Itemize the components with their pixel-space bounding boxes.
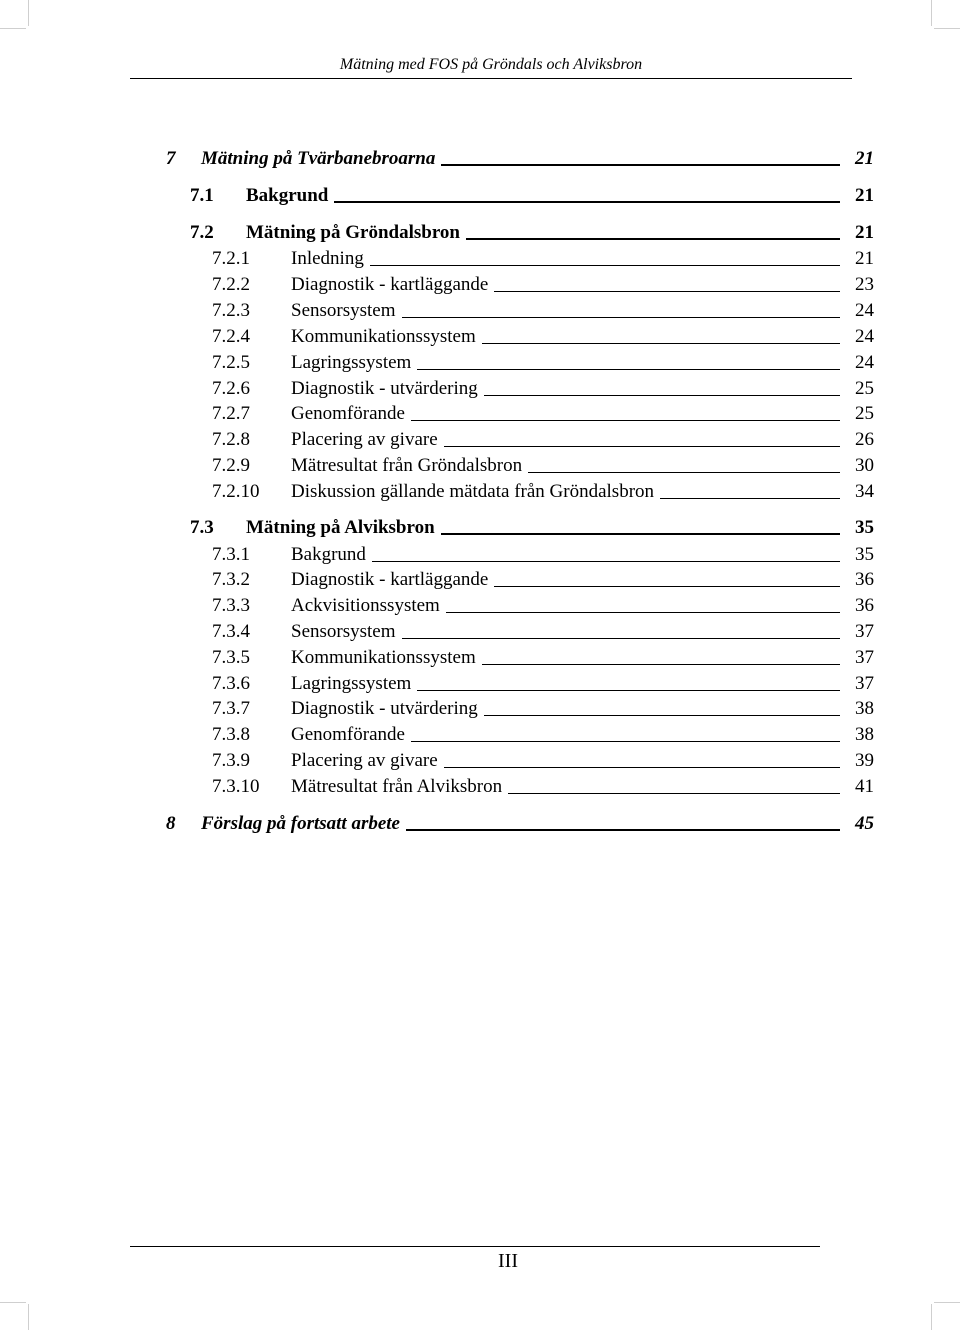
toc-leader-line — [334, 201, 840, 203]
toc-entry-title: Diagnostik - utvärdering — [291, 378, 478, 399]
toc-entry-title: Diskussion gällande mätdata från Gröndalsbron — [291, 481, 655, 502]
toc-entry[interactable] — [212, 326, 874, 348]
toc-entry-number: 7.2.10 — [212, 481, 260, 502]
toc-entry[interactable] — [212, 378, 874, 400]
toc-entry[interactable] — [212, 724, 874, 746]
toc-entry-number: 7.2.2 — [212, 274, 250, 295]
toc-entry-number: 7.2.6 — [212, 378, 250, 399]
toc-entry[interactable] — [212, 595, 874, 617]
toc-entry[interactable] — [166, 813, 874, 835]
toc-entry[interactable] — [212, 544, 874, 566]
toc-entry[interactable] — [212, 429, 874, 451]
toc-entry-page: 39 — [855, 750, 874, 771]
toc-entry-title: Kommunikationssystem — [291, 326, 476, 347]
toc-leader-line — [444, 767, 840, 768]
toc-entry-number: 7.3 — [190, 517, 214, 538]
toc-entry[interactable] — [212, 274, 874, 296]
toc-leader-line — [660, 498, 840, 499]
toc-entry-title: Kommunikationssystem — [291, 647, 476, 668]
toc-leader-line — [484, 715, 840, 716]
toc-entry-page: 38 — [855, 698, 874, 719]
footer-rule — [130, 1246, 820, 1247]
toc-entry-number: 7.1 — [190, 185, 214, 206]
toc-entry-number: 7.2.7 — [212, 403, 250, 424]
toc-leader-line — [446, 612, 840, 613]
toc-entry[interactable] — [212, 248, 874, 270]
toc-entry-title: Sensorsystem — [291, 621, 396, 642]
toc-entry-number: 7.2.9 — [212, 455, 250, 476]
toc-entry-page: 23 — [855, 274, 874, 295]
toc-entry-page: 35 — [855, 544, 874, 565]
toc-leader-line — [441, 164, 840, 166]
toc-entry-title: Mätresultat från Gröndalsbron — [291, 455, 523, 476]
toc-entry-title: Placering av givare — [291, 429, 438, 450]
toc-leader-line — [402, 317, 841, 318]
toc-leader-line — [444, 446, 840, 447]
toc-entry[interactable] — [212, 647, 874, 669]
toc-entry-page: 45 — [855, 813, 874, 834]
toc-entry-page: 34 — [855, 481, 874, 502]
toc-entry[interactable] — [212, 621, 874, 643]
toc-entry-number: 7 — [166, 148, 176, 169]
toc-leader-line — [417, 690, 840, 691]
toc-entry-title: Genomförande — [291, 403, 405, 424]
toc-leader-line — [494, 586, 840, 587]
toc-entry[interactable] — [212, 403, 874, 425]
toc-entry[interactable] — [212, 455, 874, 477]
toc-entry-page: 21 — [855, 185, 874, 206]
toc-entry-title: Diagnostik - utvärdering — [291, 698, 478, 719]
toc-leader-line — [411, 741, 840, 742]
toc-entry-page: 30 — [855, 455, 874, 476]
toc-entry[interactable] — [212, 776, 874, 798]
toc-entry-number: 7.2.8 — [212, 429, 250, 450]
toc-leader-line — [417, 369, 840, 370]
toc-entry-title: Bakgrund — [246, 185, 329, 206]
toc-leader-line — [406, 829, 840, 831]
toc-entry-number: 7.3.2 — [212, 569, 250, 590]
toc-entry-number: 7.3.9 — [212, 750, 250, 771]
toc-entry-number: 7.3.10 — [212, 776, 260, 797]
page-number: III — [498, 1250, 518, 1272]
toc-entry[interactable] — [212, 352, 874, 374]
toc-entry-number: 7.3.3 — [212, 595, 250, 616]
toc-entry-title: Mätning på Tvärbanebroarna — [201, 148, 436, 169]
toc-entry-page: 25 — [855, 378, 874, 399]
running-header: Mätning med FOS på Gröndals och Alviksbron — [339, 56, 643, 73]
toc-entry[interactable] — [190, 222, 874, 244]
toc-entry-number: 7.3.5 — [212, 647, 250, 668]
toc-entry-number: 7.3.6 — [212, 673, 250, 694]
toc-entry[interactable] — [212, 300, 874, 322]
toc-entry-title: Diagnostik - kartläggande — [291, 274, 489, 295]
toc-entry-title: Sensorsystem — [291, 300, 396, 321]
toc-entry-title: Förslag på fortsatt arbete — [201, 813, 400, 834]
toc-entry[interactable] — [212, 750, 874, 772]
toc-entry-title: Placering av givare — [291, 750, 438, 771]
toc-entry-title: Genomförande — [291, 724, 405, 745]
toc-entry[interactable] — [190, 517, 874, 539]
toc-entry-title: Bakgrund — [291, 544, 366, 565]
toc-entry-title: Ackvisitionssystem — [291, 595, 440, 616]
toc-entry[interactable] — [190, 185, 874, 207]
toc-entry-number: 7.3.8 — [212, 724, 250, 745]
toc-entry-page: 38 — [855, 724, 874, 745]
toc-entry-page: 24 — [855, 352, 874, 373]
toc-entry-title: Mätresultat från Alviksbron — [291, 776, 503, 797]
toc-leader-line — [482, 664, 840, 665]
toc-entry-title: Mätning på Alviksbron — [246, 517, 435, 538]
toc-entry-number: 7.2 — [190, 222, 214, 243]
toc-entry-number: 7.2.1 — [212, 248, 250, 269]
toc-entry-number: 8 — [166, 813, 176, 834]
toc-leader-line — [484, 395, 840, 396]
toc-entry-title: Diagnostik - kartläggande — [291, 569, 489, 590]
toc-entry[interactable] — [166, 148, 874, 170]
toc-entry-page: 24 — [855, 326, 874, 347]
toc-entry-page: 37 — [855, 647, 874, 668]
toc-entry-title: Inledning — [291, 248, 364, 269]
toc-leader-line — [508, 793, 840, 794]
toc-entry-number: 7.3.1 — [212, 544, 250, 565]
toc-entry[interactable] — [212, 673, 874, 695]
toc-leader-line — [466, 238, 840, 240]
toc-leader-line — [441, 533, 840, 535]
toc-leader-line — [370, 265, 840, 266]
toc-entry-number: 7.2.4 — [212, 326, 250, 347]
toc-entry-page: 36 — [855, 595, 874, 616]
toc-entry-page: 37 — [855, 621, 874, 642]
toc-entry-title: Mätning på Gröndalsbron — [246, 222, 460, 243]
toc-leader-line — [482, 343, 840, 344]
toc-entry-page: 35 — [855, 517, 874, 538]
toc-entry[interactable] — [212, 569, 874, 591]
toc-entry-number: 7.3.4 — [212, 621, 250, 642]
toc-entry-page: 36 — [855, 569, 874, 590]
toc-entry[interactable] — [212, 481, 874, 503]
toc-entry[interactable] — [212, 698, 874, 720]
toc-entry-page: 21 — [855, 222, 874, 243]
toc-leader-line — [411, 420, 840, 421]
toc-entry-number: 7.2.5 — [212, 352, 250, 373]
toc-entry-page: 21 — [855, 148, 874, 169]
toc-entry-page: 25 — [855, 403, 874, 424]
toc-entry-page: 26 — [855, 429, 874, 450]
toc-entry-page: 41 — [855, 776, 874, 797]
toc-entry-number: 7.3.7 — [212, 698, 250, 719]
toc-leader-line — [402, 638, 841, 639]
toc-entry-page: 37 — [855, 673, 874, 694]
toc-entry-number: 7.2.3 — [212, 300, 250, 321]
toc-entry-title: Lagringssystem — [291, 352, 412, 373]
toc-entry-page: 21 — [855, 248, 874, 269]
toc-leader-line — [528, 472, 840, 473]
toc-entry-page: 24 — [855, 300, 874, 321]
toc-leader-line — [494, 291, 840, 292]
toc-entry-title: Lagringssystem — [291, 673, 412, 694]
toc-leader-line — [372, 561, 840, 562]
